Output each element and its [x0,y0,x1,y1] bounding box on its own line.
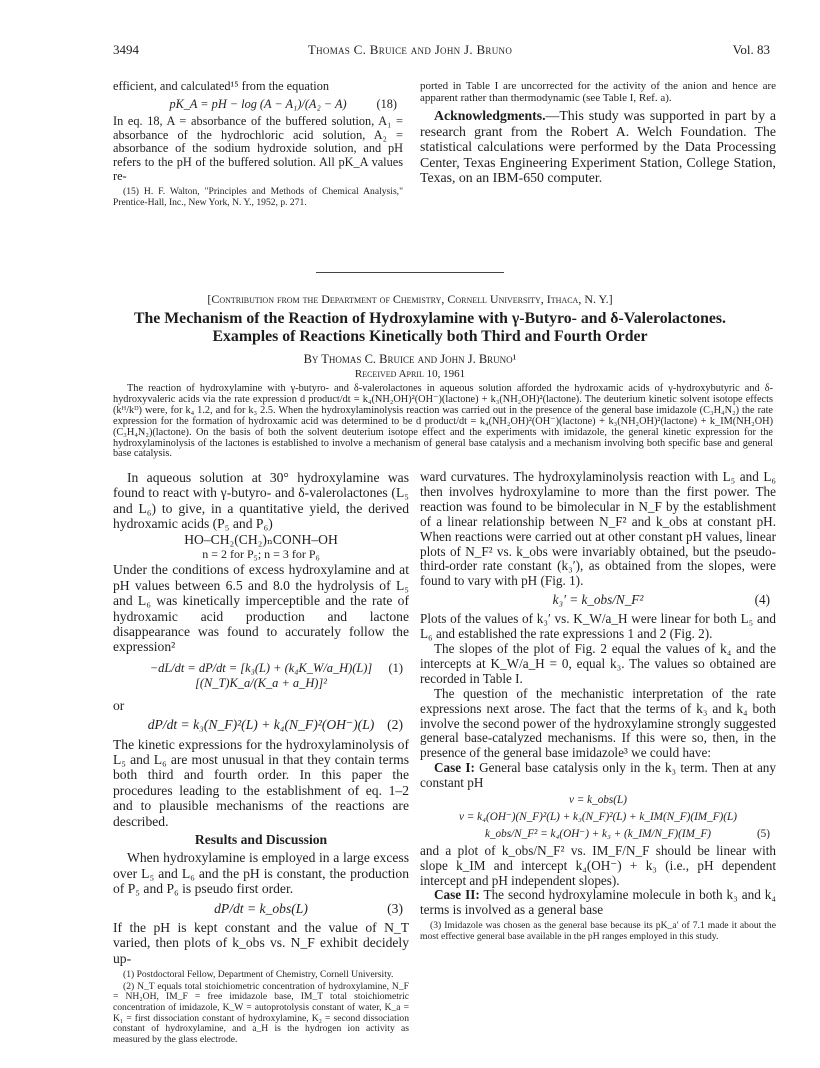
paragraph: and a plot of k_obs/N_F² vs. IM_F/N_F should be linear with slope k_IM and intercept k₄(OH⁻) + k₃ (i.e., pH dependent intercept and pH independent slopes). [420,842,776,888]
paragraph: The question of the mechanistic interpretation of the rate expressions next arose. The fact that the terms of k₃ and k₄ both involve the second power of the hydroxylamine strongly suggested general base-catalyzed mechanisms. If this were so, then, in the presence of the general base imidazole³ we could have: [420,685,776,761]
equation-4 [420,593,776,608]
paragraph: In aqueous solution at 30° hydroxylamine was found to react with γ-butyro- and δ-valerolactones (L₅ and L₆) to give, in a quantitative yield, the derived hydroxamic acids (P₅ and P₆) [113,470,409,532]
abstract: The reaction of hydroxylamine with γ-butyro- and δ-valerolactones in aqueous solution afforded the hydroxamic acids of γ-hydroxybutyric and δ-hydroxyvaleric acids via the rate expression d product/dt = k₄(NH₂OH)²(OH⁻)(lactone) + k₃(NH₂OH)²(lactone). The deuterium kinetic solvent isotope effects (kᴴ/kᴰ) were, for k₄ 1.2, and for k₃ 2.5. When the hydroxylaminolysis reaction was carried out in the presence of the general base imidazole (C₃H₄N₂) the rate expression for the formation of hydroxamic acid was determined to be d product/dt = k₄(NH₂OH)²(OH⁻)(lactone) + k₃(NH₂OH)²(lactone) + k_IM(NH₂OH)(C₃H₄N₂)(lactone). On the basis of both the solvent deuterium isotope effect and the experiments with imidazole, the general kinetic expression for the hydroxylaminolysis of the lactones is established to involve a mechanism of general base catalysis and a mechanism involving both specific base and general base catalysis. [113,383,773,460]
page-number: 3494 [113,42,139,57]
acknowledgments-text: —This study was supported in part by a research grant from the Robert A. Welch Foundation. The statistical calculations were performed by the Data Processing Center, Texas Engineering Experiment Station, College Station, Texas, on an IBM-650 computer. [420,108,776,186]
equation-3-body: dP/dt = k_obs(L) [214,900,308,916]
equation-5c-body: k_obs/N_F² = k₄(OH⁻) + k₃ + (k_IM/N_F)(IM_F) [484,827,712,840]
section-heading: Results and Discussion [194,831,328,847]
equation-5-number: (5) [756,827,770,840]
paragraph: ward curvatures. The hydroxylaminolysis reaction with L₅ and L₆ then involves hydroxylamine to more than the first power. The reaction was found to be bimolecular in N_F by the establishment of a linear relationship between N_F² and k_obs at constant pH. When reactions were carried out at other constant pH values, linear plots of N_F² vs. k_obs were invariably obtained, but the pseudo-third-order rate constant (k₃′), as obtained from the slopes, were found to vary with pH (Fig. 1). [420,469,776,589]
byline: By Thomas C. Bruice and John J. Bruno¹ [303,352,517,366]
prev-intro: efficient, and calculated¹⁵ from the equation [113,79,330,93]
equation-1 [113,661,409,692]
paragraph: When hydroxylamine is employed in a large excess over L₅ and L₆ and the pH is constant, the production of P₅ and P₆ is pseudo first order. [113,850,409,897]
acknowledgments [420,108,776,186]
equation-2-body: dP/dt = k₃(N_F)²(L) + k₄(N_F)²(OH⁻)(L) [147,717,375,733]
equation-18 [113,98,403,112]
equation-4-body: k₃′ = k_obs/N_F² [552,592,644,608]
prev-left-text: In eq. 18, A = absorbance of the buffered solution, A₁ = absorbance of the hydrochloric acid solution, A₂ = absorbance of the sodium hydroxide solution, and pH refers to the pH of the buffered solution. All pK_A values re- [113,114,403,183]
footnote-3: (3) Imidazole was chosen as the general base because its pK_a′ of 7.1 made it about the most effective general base available in the pH ranges employed in this study. [420,920,776,942]
paragraph: Plots of the values of k₃′ vs. K_W/a_H were linear for both L₅ and L₆ and established the rate expressions 1 and 2 (Fig. 2). [420,611,776,642]
article-title [90,310,770,345]
paragraph: The slopes of the plot of Fig. 2 equal the values of k₄ and the intercepts at K_W/a_H = 0, equal k₃. The values so obtained are recorded in Table I. [420,640,776,686]
equation-4-number: (4) [754,592,770,608]
received-date: Received April 10, 1961 [354,368,466,380]
hydroxamic-formula-note: n = 2 for P₅; n = 3 for P₆ [202,547,320,562]
equation-5b: v = k₄(OH⁻)(N_F)²(L) + k₃(N_F)²(L) + k_IM(N_F)(IM_F)(L) [459,810,737,823]
volume-number: Vol. 83 [732,42,770,57]
equation-5a: v = k_obs(L) [569,794,627,807]
equation-2-number: (2) [387,717,403,733]
hydroxamic-formula: HO–CH₂(CH₂)ₙCONH–OH [184,531,338,547]
case-1-text: General base catalysis only in the k₃ term. Then at any constant pH [420,760,776,791]
connector-or: or [113,697,125,713]
paragraph: If the pH is kept constant and the value of N_T varied, then plots of k_obs vs. N_F exhibit decidely up- [113,919,409,966]
equation-3 [113,901,409,916]
article-title-line-1: The Mechanism of the Reaction of Hydroxylamine with γ-Butyro- and δ-Valerolactones. [133,310,726,327]
case-2-heading: Case II: [434,887,480,903]
contribution-line: [Contribution from the Department of Chemistry, Cornell University, Ithaca, N. Y.] [207,292,613,306]
equation-18-body: pK_A = pH − log (A − A₁)/(A₂ − A) [169,96,347,111]
footnote-1: (1) Postdoctoral Fellow, Department of Chemistry, Cornell University. [123,969,394,981]
case-1-heading: Case I: [434,760,475,776]
equation-3-number: (3) [387,900,403,916]
equation-18-number: (18) [376,96,397,111]
prev-right-text: ported in Table I are uncorrected for the activity of the anion and hence are apparent rather than thermodynamic (see Table I, Ref. a). [420,80,776,104]
case-1 [420,761,776,791]
paragraph: The kinetic expressions for the hydroxylaminolysis of L₅ and L₆ are most unusual in that they contain terms both third and fourth order. In this paper the procedures leading to the establishment of eq. 1–2 and to plausible mechanisms of the reactions are described. [113,736,409,829]
footnote-15: (15) H. F. Walton, "Principles and Methods of Chemical Analysis," Prentice-Hall, Inc., New York, N. Y., 1952, p. 271. [113,186,403,208]
article-title-line-2: Examples of Reactions Kinetically both Third and Fourth Order [212,327,648,345]
article-separator-rule [316,272,504,273]
running-header-authors: Thomas C. Bruice and John J. Bruno [307,42,513,57]
paragraph: Under the conditions of excess hydroxylamine and at pH values between 6.5 and 8.0 the hydrolysis of L₅ and L₆ was kinetically imperceptible and the rate of hydroxamic acid production and lactone disappearance was found to accurately follow the expression² [113,562,409,655]
case-2-text: The second hydroxylamine molecule in both k₃ and k₄ terms is involved as a general base [420,887,776,918]
footnote-2: (2) N_T equals total stoichiometric concentration of hydroxylamine, N_F = NH₂OH, IM_F = free imidazole base, IM_T total stoichiometric concentration of imidazole, K_W = autoprotolysis constant of water, K_a = K₁ = first dissociation constant of hydroxylamine, K₂ = second dissociation constant of hydroxylamine, and a_H is the hydrogen ion activity as measured by the glass electrode. [113,980,409,1045]
equation-1-number: (1) [388,660,403,675]
prev-article-right-column [420,80,776,186]
body-left-column [113,470,409,1046]
case-2 [420,888,776,918]
prev-article-left-column [113,80,403,209]
equation-2 [113,717,409,732]
body-right-column [420,470,776,943]
equation-1-body: −dL/dt = dP/dt = [k₃(L) + (k₄K_W/a_H)(L)] [(N_T)K_a/(K_a + a_H)]² [149,660,373,691]
acknowledgments-heading: Acknowledgments. [434,108,546,123]
equation-5c [420,827,776,842]
